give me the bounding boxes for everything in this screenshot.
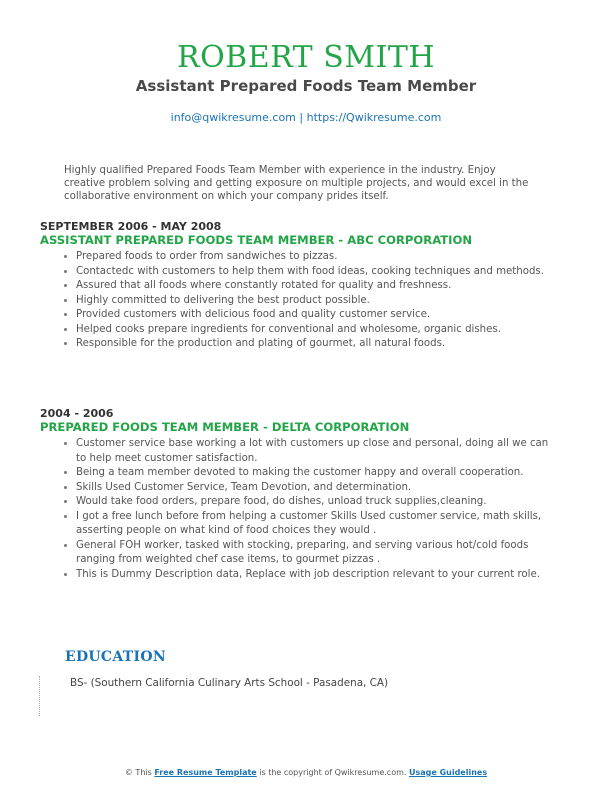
education-entry: BS- (Southern California Culinary Arts School - Pasadena, CA) [70,677,389,689]
list-item: • Contactedc with customers to help them with food ideas, cooking techniques and methods. [76,265,560,280]
job-dates: 2004 - 2006 [40,407,114,420]
list-item: • Skills Used Customer Service, Team Devotion, and determination. [76,481,560,496]
candidate-role: Assistant Prepared Foods Team Member [135,77,477,95]
list-item: • Highly committed to delivering the best product possible. [76,294,560,309]
list-item: • Being a team member devoted to making the customer happy and overall cooperation. [76,466,560,481]
email-link[interactable]: info@qwikresume.com [170,111,296,124]
usage-guidelines-link[interactable]: Usage Guidelines [408,768,488,777]
job-entry-1 [40,220,560,352]
list-item: • Customer service base working a lot with customers up close and personal, doing all we can to help meet customer satisfaction. [76,437,560,466]
list-item: • I got a free lunch before from helping a customer Skills Used customer service, math skills, asserting people on what kind of food choices they would . [76,510,560,539]
list-item: • Helped cooks prepare ingredients for conventional and wholesome, organic dishes. [76,323,560,338]
list-item: • Assured that all foods where constantly rotated for quality and freshness. [76,279,560,294]
summary-text: Highly qualified Prepared Foods Team Member with experience in the industry. Enjoy creative problem solving and getting exposure on multiple projects, and would excel in the collaborative environment on which your company prides itself. [64,165,529,202]
footer-prefix: © This [124,768,155,777]
job-entry-2 [40,407,560,582]
candidate-name: ROBERT SMITH [176,40,436,75]
website-link[interactable]: https://Qwikresume.com [306,111,442,124]
education-heading: EDUCATION [65,649,166,665]
job-bullets [40,437,560,582]
footer-middle: is the copyright of Qwikresume.com. [256,768,409,777]
list-item: • Responsible for the production and plating of gourmet, all natural foods. [76,337,560,352]
contact-separator: | [295,111,307,124]
contact-line [0,111,612,125]
job-title: PREPARED FOODS TEAM MEMBER - DELTA CORPORATION [40,420,410,434]
job-dates: SEPTEMBER 2006 - MAY 2008 [40,220,222,233]
job-title: ASSISTANT PREPARED FOODS TEAM MEMBER - ABC CORPORATION [40,233,473,247]
list-item: • General FOH worker, tasked with stocking, preparing, and serving various hot/cold foods ranging from weighted chef case items, to gourmet pizzas . [76,539,560,568]
footer [0,768,612,777]
education-divider [39,676,40,716]
list-item: • Prepared foods to order from sandwiches to pizzas. [76,250,560,265]
list-item: • Provided customers with delicious food and quality customer service. [76,308,560,323]
list-item: • Would take food orders, prepare food, do dishes, unload truck supplies,cleaning. [76,495,560,510]
job-bullets [40,250,560,352]
free-resume-template-link[interactable]: Free Resume Template [154,768,257,777]
list-item: • This is Dummy Description data, Replace with job description relevant to your current role. [76,568,560,583]
